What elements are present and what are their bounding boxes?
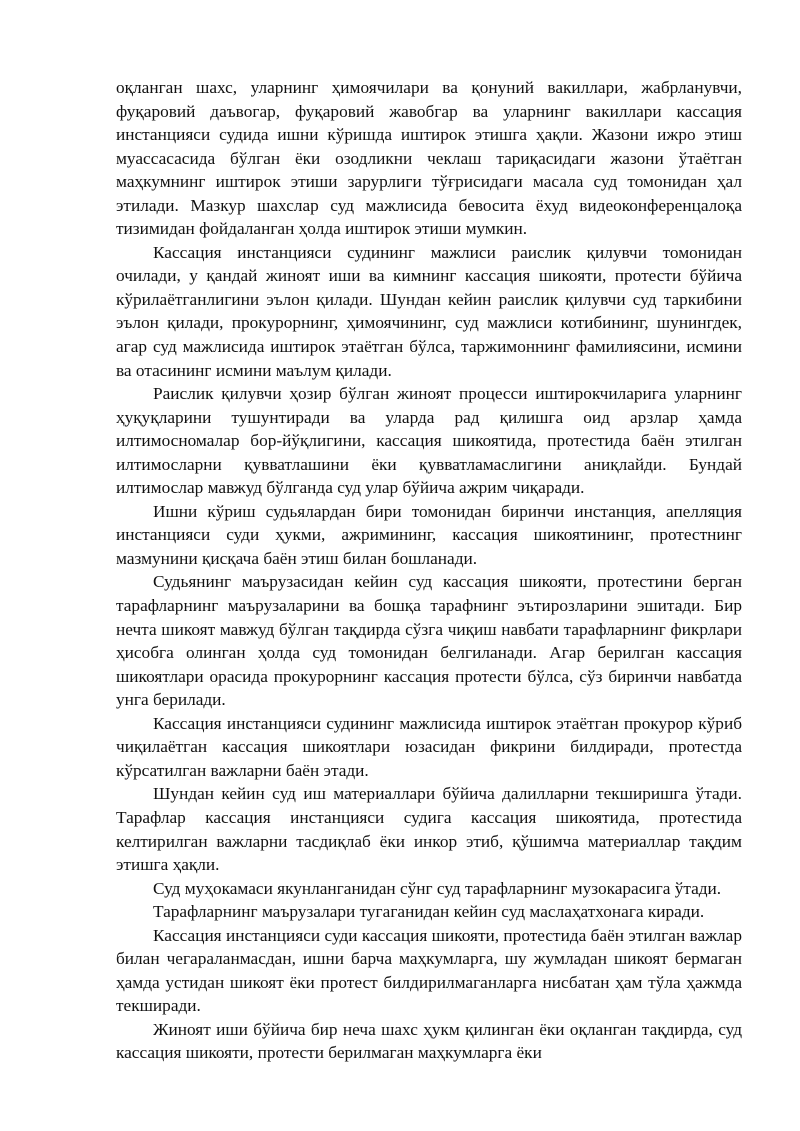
paragraph-4: Ишни кўриш судьялардан бири томонидан биринчи инстанция, апелляция инстанцияси суди ҳукми, ажримининг, кассация шикоятининг, протестнинг мазмунини қисқача баён этиш билан бошланади. [116,501,742,568]
paragraph-5: Судьянинг маърузасидан кейин суд кассация шикояти, протестини берган тарафларнинг маърузаларини ва бошқа тарафнинг эътирозларини эшитади. Бир нечта шикоят мавжуд бўлган тақдирда сўзга чиқиш навбати тарафларнинг фикрлари ҳисобга олинган ҳолда суд томонидан белгиланади. Агар берилган кассация шикоятлари орасида прокурорнинг кассация протести бўлса, сўз биринчи навбатда унга берилади. [116,572,742,710]
paragraph-6: Кассация инстанцияси судининг мажлисида иштирок этаётган прокурор кўриб чиқилаётган кассация шикоятлари юзасидан фикрини билдиради, протестда кўрсатилган важларни баён этади. [116,713,742,780]
paragraph-9: Тарафларнинг маърузалари тугаганидан кейин суд маслаҳатхонага киради. [153,902,705,922]
paragraph-2: Кассация инстанцияси судининг мажлиси раислик қилувчи томонидан очилади, у қандай жиноят иши ва кимнинг кассация шикояти, протести бўйича кўрилаётганлигини эълон қилади. Шундан кейин раислик қилувчи суд таркибини эълон қилади, прокурорнинг, ҳимоячининг, суд мажлиси котибининг, шунингдек, агар суд мажлисида иштирок этаётган бўлса, таржимоннинг фамилиясини, исмини ва отасининг исмини маълум қилади. [116,242,742,380]
document-page [116,76,742,1065]
paragraph-1: оқланган шахс, уларнинг ҳимоячилари ва қонуний вакиллари, жабрланувчи, фуқаровий даъвогар, фуқаровий жавобгар ва уларнинг вакиллари кассация инстанцияси судида ишни кўришда иштирок этишга ҳақли. Жазони ижро этиш муассасасида бўлган ёки озодликни чеклаш тариқасидаги жазони ўтаётган маҳкумнинг иштирок этиши зарурлиги тўғрисидаги масала суд томонидан ҳал этилади. Мазкур шахслар суд мажлисида бевосита ёхуд видеоконференцалоқа тизимидан фойдаланган ҳолда иштирок этиши мумкин. [116,78,742,239]
paragraph-10: Кассация инстанцияси суди кассация шикояти, протестида баён этилган важлар билан чегараланмасдан, ишни барча маҳкумларга, шу жумладан шикоят бермаган ҳамда устидан шикоят ёки протест билдирилмаганларга нисбатан ҳам тўла ҳажмда текширади. [116,925,742,1016]
paragraph-11: Жиноят иши бўйича бир неча шахс ҳукм қилинган ёки оқланган тақдирда, суд кассация шикояти, протести берилмаган маҳкумларга ёки [116,1019,742,1063]
paragraph-3: Раислик қилувчи ҳозир бўлган жиноят процесси иштирокчиларига уларнинг ҳуқуқларини тушунтиради ва уларда рад қилишга оид арзлар ҳамда илтимосномалар бор-йўқлигини, кассация шикоятида, протестида баён этилган илтимосларни қувватлашини ёки қувватламаслигини аниқлайди. Бундай илтимослар мавжуд бўлганда суд улар бўйича ажрим чиқаради. [116,384,742,498]
paragraph-8: Суд муҳокамаси якунланганидан сўнг суд тарафларнинг музокарасига ўтади. [153,878,722,898]
paragraph-7: Шундан кейин суд иш материаллари бўйича далилларни текширишга ўтади. Тарафлар кассация инстанцияси судига кассация шикоятида, протестида келтирилган важларни тасдиқлаб ёки инкор этиб, қўшимча материаллар тақдим этишга ҳақли. [116,784,742,875]
